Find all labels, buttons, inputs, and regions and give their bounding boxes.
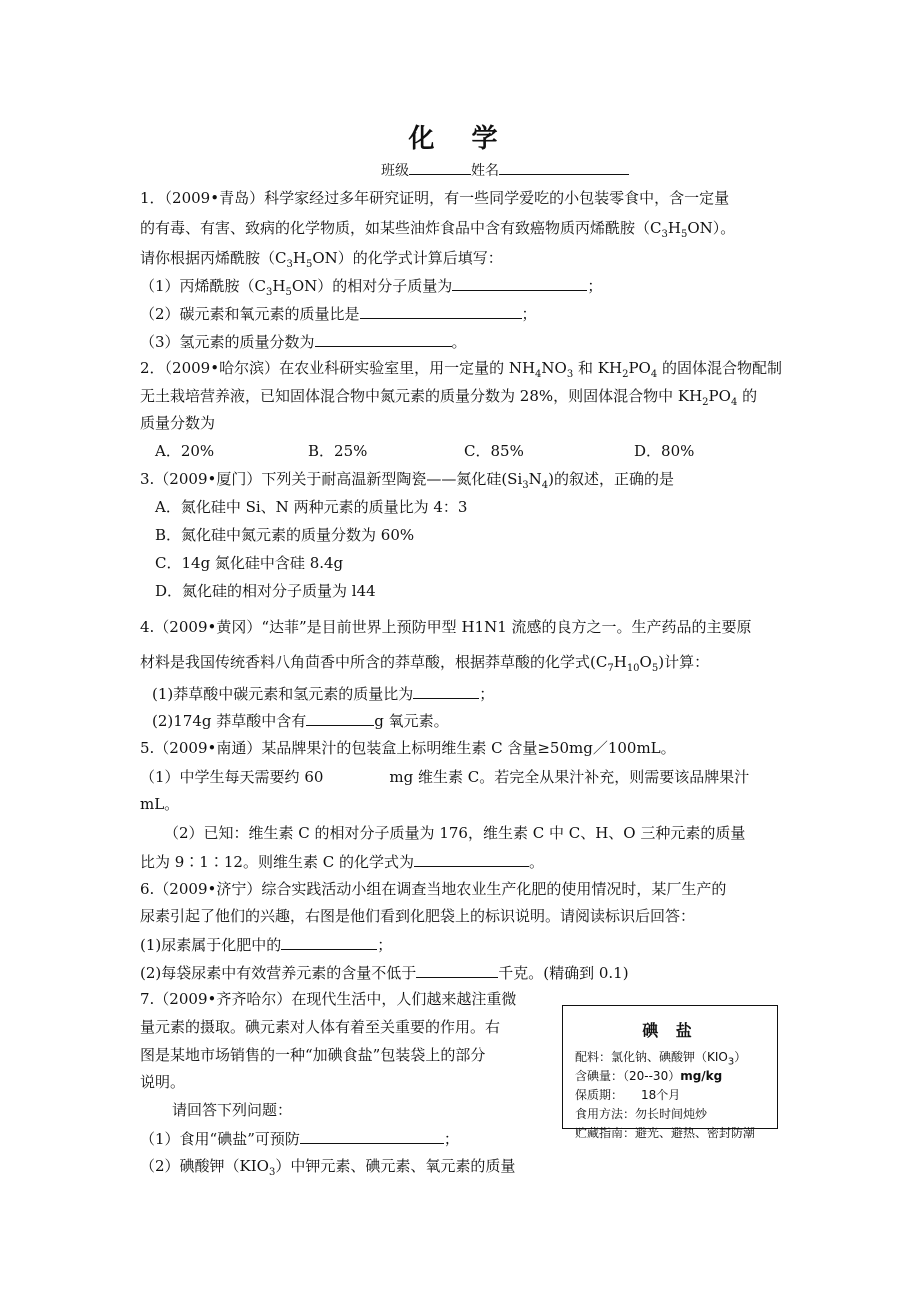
q1-sub-1: （1）丙烯酰胺$(C_3H_5ON)$的相对分子质量为 ；	[140, 277, 603, 298]
q7-sub-1: （1）食用“碘盐”可预防 ；	[140, 1130, 459, 1148]
label-shelf-life: 保质期： 18个月	[575, 1088, 681, 1102]
q2-option-d[interactable]: D．80%	[634, 442, 695, 460]
q1-line-1: 1．（2009•青岛）科学家经过多年研究证明，有一些同学爱吃的小包装零食中，含一定量	[140, 189, 730, 207]
q4-sub-2: (2)174g 莽草酸中含有 g 氧元素。	[152, 712, 449, 730]
label-iodine-content: 含碘量：（20--30）mg/kg	[575, 1069, 723, 1083]
q4-sub-1: (1)莽草酸中碳元素和氢元素的质量比为 ；	[152, 685, 495, 703]
q3-line-1: 3.（2009•厦门）下列关于耐高温新型陶瓷——氮化硅$(Si_3N_4)$的叙述，正确的是	[140, 470, 674, 491]
q2-option-a[interactable]: A．20%	[155, 442, 215, 460]
q3-option-c[interactable]: C．14g 氮化硅中含硅 8.4g	[155, 554, 344, 572]
q4-line-2: 材料是我国传统香料八角茴香中所含的莽草酸，根据莽草酸的化学式$(C_7H_{10}O_5)$计算：	[140, 653, 710, 674]
q3-option-b[interactable]: B．氮化硅中氮元素的质量分数为 60%	[155, 526, 415, 544]
q5-line-5: 比为 9∶1∶12。则维生素 C 的化学式为 。	[140, 853, 544, 871]
q6-line-1: 6.（2009•济宁）综合实践活动小组在调查当地农业生产化肥的使用情况时，某厂生产的	[140, 880, 727, 898]
q7-line-5: 请回答下列问题：	[172, 1101, 293, 1119]
q4-blank-1[interactable]	[413, 683, 479, 699]
page-title: 化 学	[408, 124, 512, 154]
q1-sub-2: （2）碳元素和氧元素的质量比是 ；	[140, 305, 537, 323]
label-box-title: 碘 盐	[642, 1021, 698, 1040]
student-info-line	[0, 160, 920, 180]
q6-blank-2[interactable]	[416, 962, 498, 978]
label-usage: 食用方法：勿长时间炖炒	[575, 1107, 708, 1121]
q6-blank-1[interactable]	[281, 934, 377, 950]
q2-option-c[interactable]: C．85%	[464, 442, 524, 460]
label-ingredients: 配料：氯化钠、碘酸钾$(KIO_3)$	[575, 1050, 747, 1068]
q1-line-3: 请你根据丙烯酰胺$(C_3H_5ON)$的化学式计算后填写：	[140, 249, 503, 270]
q7-sub-2: （2）碘酸钾$(KIO_3)$中钾元素、碘元素、氧元素的质量	[140, 1157, 516, 1178]
q5-blank[interactable]	[414, 851, 529, 867]
iodized-salt-label-box	[562, 1005, 778, 1140]
q1-blank-3[interactable]	[315, 331, 452, 347]
q2-line-1: 2．（2009•哈尔滨）在农业科研实验室里，用一定量的 $NH_4NO_3$ 和 $KH_2PO_4$ 的固体混合物配制	[140, 359, 782, 380]
class-label: 班级	[381, 163, 409, 179]
q2-option-b[interactable]: B．25%	[308, 442, 368, 460]
q1-sub-3: （3）氢元素的质量分数为 。	[140, 333, 467, 351]
q5-line-4: （2）已知：维生素 C 的相对分子质量为 176，维生素 C 中 C、H、O 三种元素的质量	[164, 824, 746, 842]
q2-line-3: 质量分数为	[140, 414, 216, 432]
q7-blank-1[interactable]	[300, 1128, 444, 1144]
class-blank[interactable]	[409, 160, 471, 175]
q4-blank-2[interactable]	[306, 710, 374, 726]
name-label: 姓名	[471, 163, 499, 179]
q1-blank-2[interactable]	[360, 303, 522, 319]
q1-blank-1[interactable]	[452, 275, 587, 291]
q7-line-3: 图是某地市场销售的一种“加碘食盐”包装袋上的部分	[140, 1046, 486, 1064]
q3-option-d[interactable]: D．氮化硅的相对分子质量为 l44	[155, 582, 376, 600]
q2-line-2: 无土栽培营养液，已知固体混合物中氮元素的质量分数为 28%，则固体混合物中 $KH_2PO_4$ 的	[140, 387, 758, 408]
q7-line-4: 说明。	[140, 1073, 186, 1091]
name-blank[interactable]	[499, 160, 629, 175]
q6-sub-1: (1)尿素属于化肥中的 ；	[140, 936, 393, 954]
q7-line-2: 量元素的摄取。碘元素对人体有着至关重要的作用。右	[140, 1018, 501, 1036]
q6-sub-2: (2)每袋尿素中有效营养元素的含量不低于 千克。(精确到 0.1)	[140, 964, 629, 982]
q5-line-2: （1）中学生每天需要约 60 mg 维生素 C。若完全从果汁补充，则需要该品牌果汁	[140, 768, 750, 786]
q7-line-1: 7.（2009•齐齐哈尔）在现代生活中，人们越来越注重微	[140, 990, 517, 1008]
q3-option-a[interactable]: A．氮化硅中 Si、N 两种元素的质量比为 4：3	[155, 498, 468, 516]
q6-line-2: 尿素引起了他们的兴趣，右图是他们看到化肥袋上的标识说明。请阅读标识后回答：	[140, 907, 696, 925]
q5-line-1: 5.（2009•南通）某品牌果汁的包装盒上标明维生素 C 含量≥50mg／100mL。	[140, 739, 676, 757]
label-storage: 贮藏指南：避光、避热、密封防潮	[575, 1126, 756, 1140]
q4-line-1: 4.（2009•黄冈）“达菲”是目前世界上预防甲型 H1N1 流感的良方之一。生产药品的主要原	[140, 618, 752, 636]
q1-line-2: 的有毒、有害、致病的化学物质，如某些油炸食品中含有致癌物质丙烯酰胺$(C_3H_5ON)$。	[140, 219, 736, 240]
q5-line-3: mL。	[140, 795, 180, 813]
